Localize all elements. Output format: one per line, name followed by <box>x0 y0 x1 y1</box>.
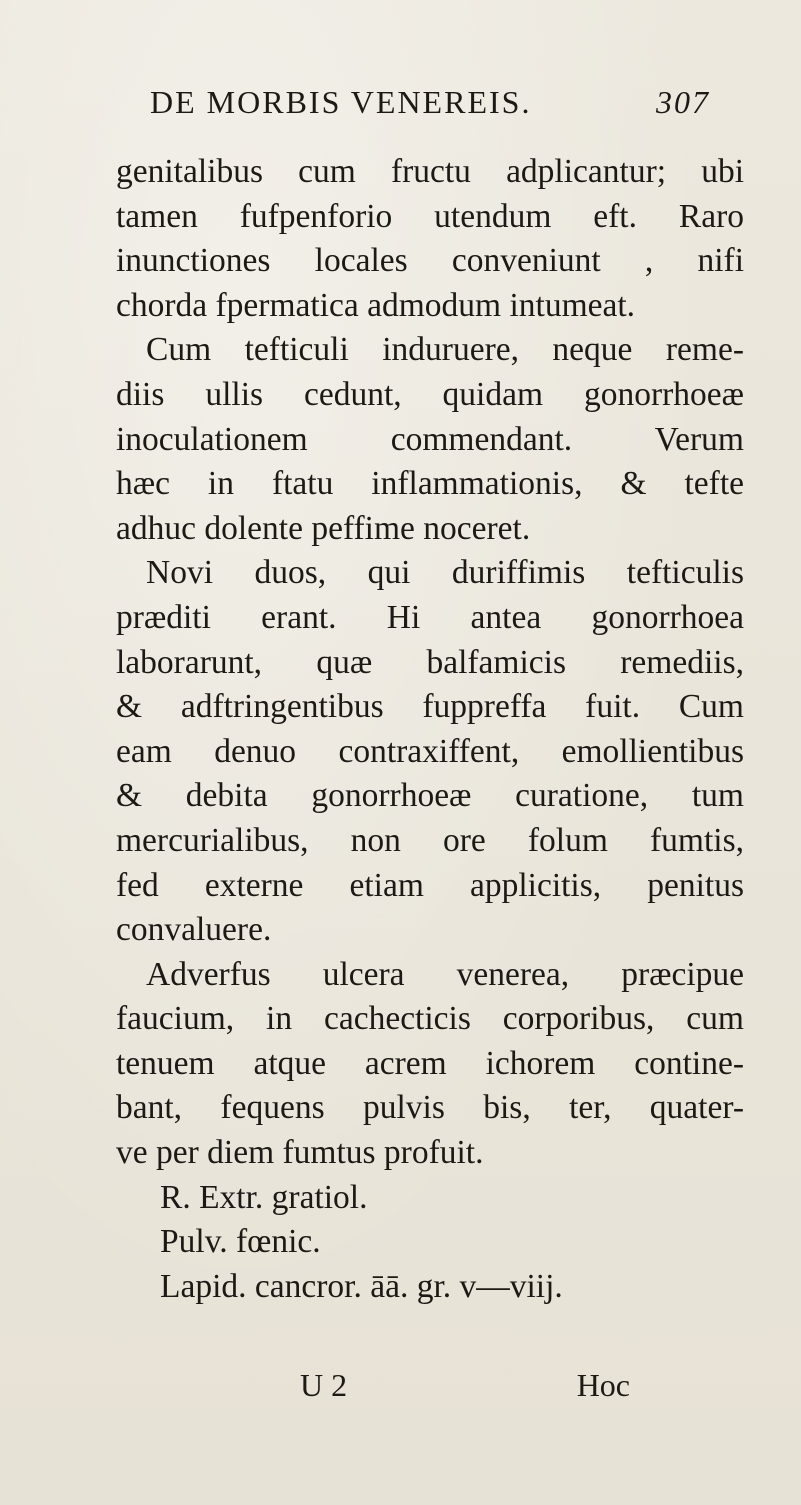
text-line: & debita gonorrhoeæ curatione, tum <box>116 777 744 815</box>
text-line: bant, fequens pulvis bis, ter, quater- <box>116 1089 744 1127</box>
text-line: hæc in ftatu inflammationis, & tefte <box>116 465 744 503</box>
recipe-line: R. Extr. gratiol. <box>160 1178 368 1216</box>
text-line: Novi duos, qui duriffimis tefticulis <box>146 554 744 592</box>
recipe-line: Lapid. cancror. āā. gr. v—viij. <box>160 1267 563 1305</box>
text-line: inoculationem commendant. Verum <box>116 420 744 458</box>
body-text <box>116 150 744 1309</box>
text-line: & adftringentibus fuppreffa fuit. Cum <box>116 688 744 726</box>
page-footer <box>300 1367 630 1417</box>
text-line: inunctiones locales conveniunt , nifi <box>116 242 744 280</box>
text-line: mercurialibus, non ore folum fumtis, <box>116 821 744 859</box>
text-line: diis ullis cedunt, quidam gonorrhoeæ <box>116 375 744 413</box>
page-number: 307 <box>656 84 710 120</box>
running-title: DE MORBIS VENEREIS. <box>150 84 532 120</box>
signature-mark: U 2 <box>300 1367 348 1403</box>
text-line: Adverfus ulcera venerea, præcipue <box>146 955 744 993</box>
text-line: ve per diem fumtus profuit. <box>116 1134 484 1172</box>
text-line: chorda fpermatica admodum intumeat. <box>116 286 636 324</box>
catchword: Hoc <box>576 1367 630 1403</box>
text-line: tamen fufpenforio utendum eft. Raro <box>116 197 744 235</box>
text-line: convaluere. <box>116 911 272 949</box>
text-line: Cum tefticuli induruere, neque reme- <box>146 331 744 369</box>
text-line: laborarunt, quæ balfamicis remediis, <box>116 643 744 681</box>
text-line: tenuem atque acrem ichorem contine- <box>116 1044 744 1082</box>
text-line: adhuc dolente peffime noceret. <box>116 509 531 547</box>
text-line: fed externe etiam applicitis, penitus <box>116 866 744 904</box>
recipe-line: Pulv. fœnic. <box>160 1223 321 1261</box>
text-line: præditi erant. Hi antea gonorrhoea <box>116 598 744 636</box>
text-line: genitalibus cum fructu adplicantur; ubi <box>116 153 744 190</box>
text-line: eam denuo contraxiffent, emollientibus <box>116 732 744 770</box>
page-header <box>150 84 710 134</box>
text-line: faucium, in cachecticis corporibus, cum <box>116 1000 744 1038</box>
